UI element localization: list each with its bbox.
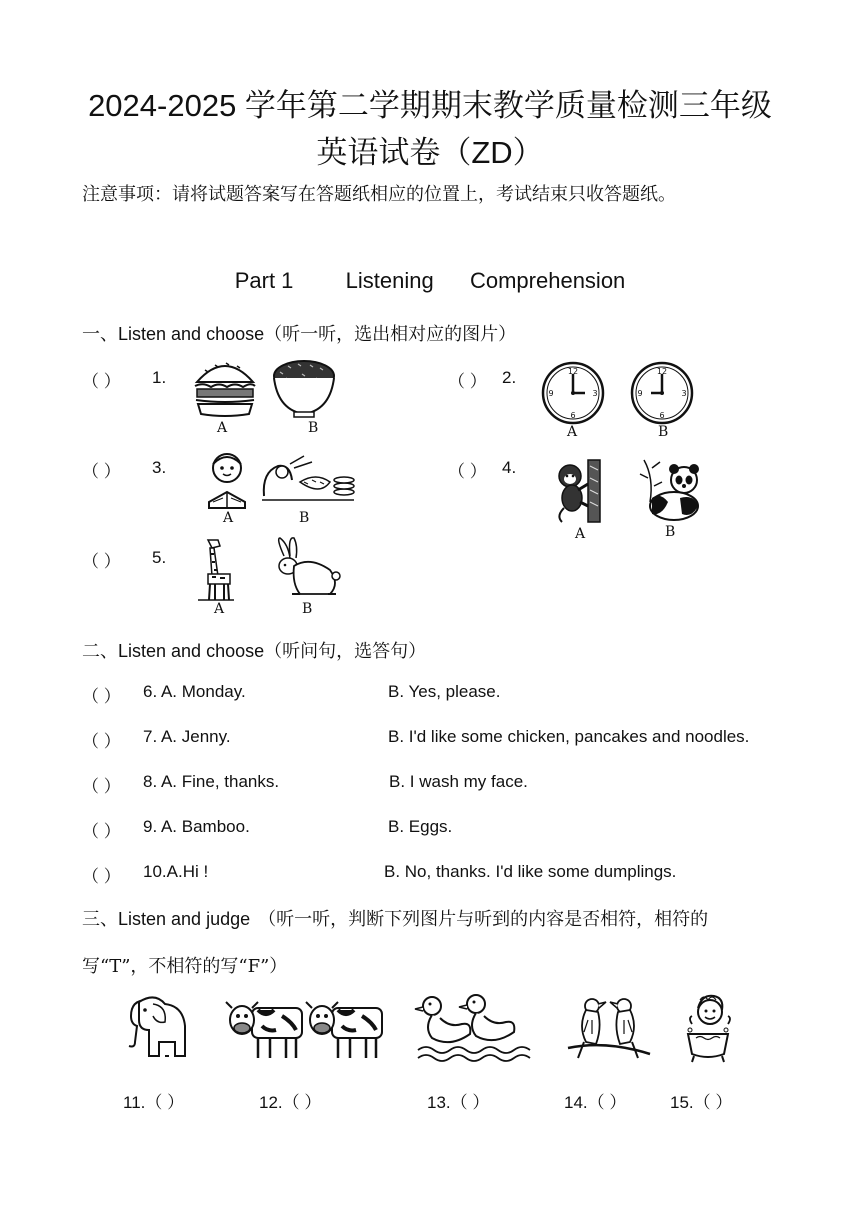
panda-icon [634, 458, 706, 524]
option-b: B. Eggs. [388, 817, 453, 836]
monkey-icon [552, 458, 608, 524]
washing-dishes-icon [260, 452, 356, 510]
section3-heading-cn-2: 写“T”，不相符的写“F”） [82, 956, 288, 977]
clock-icon [629, 360, 695, 426]
option-label-b: B [665, 524, 676, 540]
question-number: 5. [152, 548, 167, 567]
svg-text:3: 3 [681, 389, 687, 398]
option-a: 9. A. Bamboo. [143, 817, 250, 836]
answer-paren[interactable]: （ ） [82, 687, 121, 706]
section2-heading-en: 二、Listen and choose [82, 641, 265, 661]
svg-text:6: 6 [659, 411, 665, 420]
judge-item-11[interactable]: 11.（ ） [123, 1093, 185, 1112]
option-a: 8. A. Fine, thanks. [143, 772, 280, 791]
part-heading [0, 268, 860, 294]
question-number: 4. [502, 458, 517, 477]
question-number: 3. [152, 458, 167, 477]
section3-heading-en: 三、Listen and judge [82, 909, 251, 929]
answer-paren[interactable]: （ ） [82, 777, 121, 796]
option-label-a: A [575, 526, 586, 542]
judge-item-14[interactable]: 14.（ ） [564, 1093, 627, 1112]
option-b: B. I wash my face. [389, 772, 528, 791]
girl-reading-icon [203, 450, 259, 512]
option-label-a: A [214, 601, 225, 617]
listening-label: Listening [345, 268, 434, 293]
elephant-icon [125, 990, 195, 1064]
section3-heading [82, 905, 708, 931]
answer-paren[interactable]: （ ） [82, 372, 121, 391]
option-label-b: B [299, 510, 310, 526]
option-label-a: A [223, 510, 234, 526]
hamburger-icon [193, 356, 257, 418]
cows-icon [222, 994, 386, 1064]
option-b: B. I'd like some chicken, pancakes and noodles. [388, 727, 750, 746]
rabbit-icon [270, 536, 342, 600]
option-a: 7. A. Jenny. [143, 727, 231, 746]
question-number: 2. [502, 368, 517, 387]
option-label-b: B [302, 601, 313, 617]
judge-item-15[interactable]: 15.（ ） [670, 1093, 733, 1112]
section2-heading-cn: （听问句，选答句） [264, 641, 427, 662]
section1-heading-cn: （听一听，选出相对应的图片） [264, 324, 517, 345]
part-label: Part 1 [234, 268, 294, 293]
bowl-of-rice-icon [272, 358, 336, 420]
svg-text:12: 12 [656, 367, 668, 376]
answer-paren[interactable]: （ ） [448, 372, 487, 391]
option-b: B. No, thanks. I'd like some dumplings. [384, 862, 677, 881]
answer-paren[interactable]: （ ） [82, 462, 121, 481]
answer-paren[interactable]: （ ） [82, 822, 121, 841]
option-label-a: A [217, 420, 228, 436]
ducks-icon [414, 994, 528, 1066]
giraffe-icon [196, 536, 236, 602]
answer-paren[interactable]: （ ） [82, 867, 121, 886]
answer-paren[interactable]: （ ） [82, 732, 121, 751]
page-title-line2: 英语试卷（ZD） [316, 135, 544, 170]
judge-item-12[interactable]: 12.（ ） [259, 1093, 322, 1112]
bathing-child-icon [684, 990, 732, 1064]
option-label-b: B [308, 420, 319, 436]
svg-text:9: 9 [637, 389, 643, 398]
notice-text: 注意事项：请将试题答案写在答题纸相应的位置上，考试结束只收答题纸。 [82, 184, 676, 205]
page-title-line1: 2024-2025 学年第二学期期末教学质量检测三年级 [88, 88, 772, 123]
svg-text:3: 3 [592, 389, 598, 398]
option-label-a: A [567, 424, 578, 440]
svg-text:6: 6 [570, 411, 576, 420]
svg-text:9: 9 [548, 389, 554, 398]
birds-icon [566, 992, 652, 1064]
section2-heading [82, 637, 426, 663]
svg-text:12: 12 [567, 367, 579, 376]
question-number: 1. [152, 368, 167, 387]
clock-icon [540, 360, 606, 426]
answer-paren[interactable]: （ ） [448, 462, 487, 481]
option-label-b: B [658, 424, 669, 440]
option-a: 10.A.Hi ! [143, 862, 209, 881]
option-a: 6. A. Monday. [143, 682, 246, 701]
section3-heading-cn-1: （听一听，判断下列图片与听到的内容是否相符，相符的 [258, 909, 709, 930]
option-b: B. Yes, please. [388, 682, 501, 701]
section1-heading-en: 一、Listen and choose [82, 324, 265, 344]
judge-item-13[interactable]: 13.（ ） [427, 1093, 490, 1112]
answer-paren[interactable]: （ ） [82, 552, 121, 571]
comprehension-label: Comprehension [469, 268, 626, 293]
section1-heading [82, 320, 516, 346]
